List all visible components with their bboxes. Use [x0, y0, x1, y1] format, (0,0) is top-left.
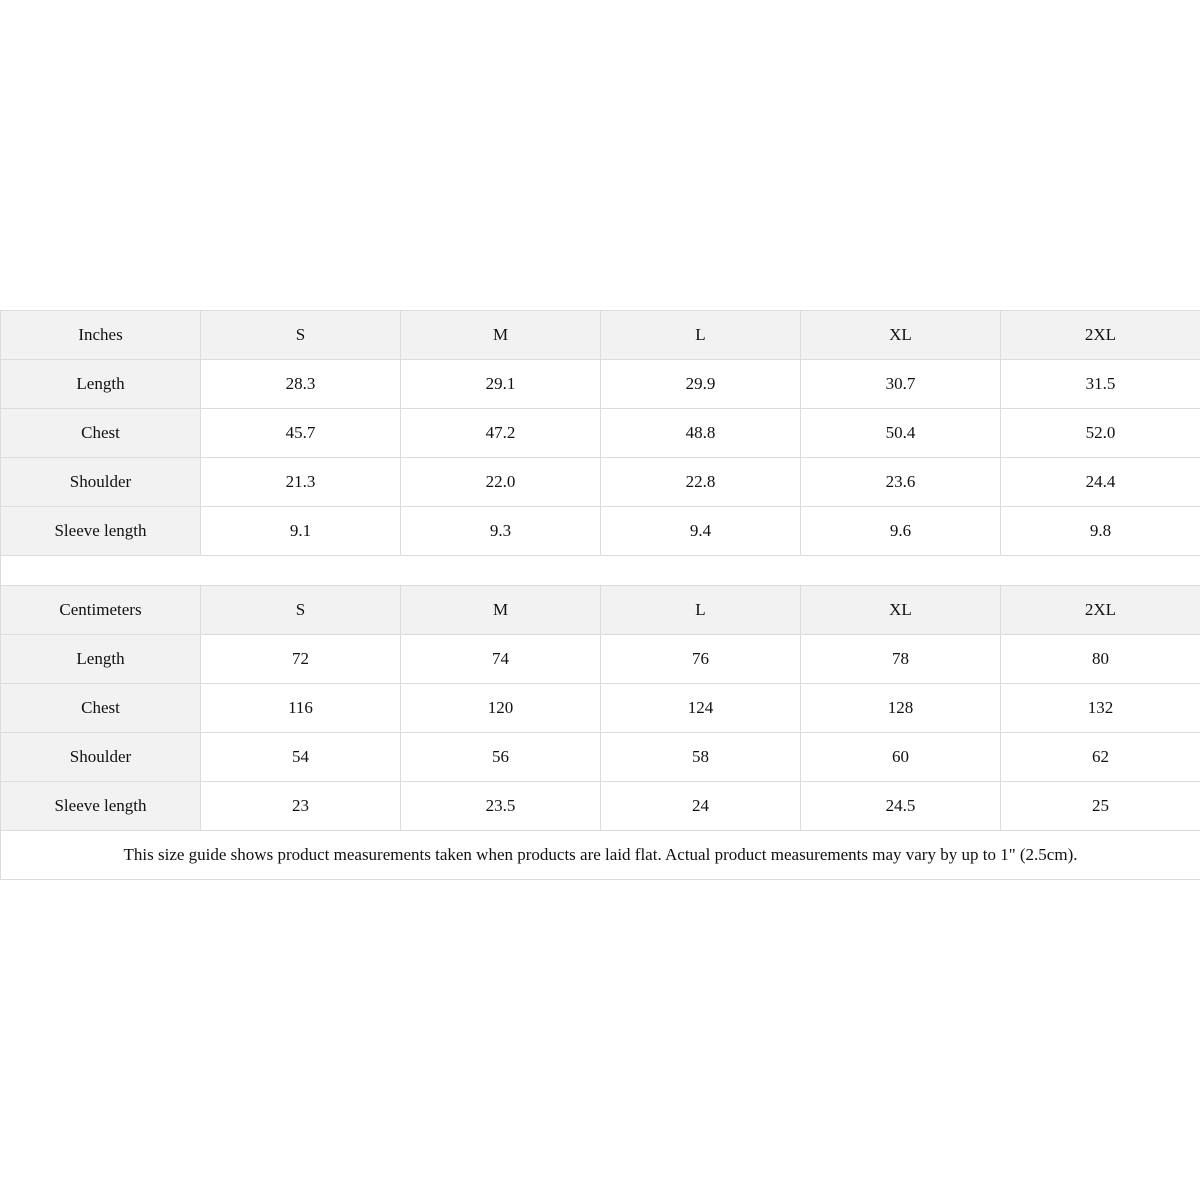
measurement-value: 116 [201, 684, 401, 733]
measurement-value: 9.6 [801, 507, 1001, 556]
measurement-label: Shoulder [1, 733, 201, 782]
size-header: M [401, 311, 601, 360]
measurement-note: This size guide shows product measurements taken when products are laid flat. Actual product measurements may vary by up to 1" (2.5cm). [1, 831, 1200, 880]
measurement-value: 24.4 [1001, 458, 1200, 507]
measurement-value: 9.8 [1001, 507, 1200, 556]
measurement-value: 21.3 [201, 458, 401, 507]
measurement-value: 54 [201, 733, 401, 782]
size-header: XL [801, 311, 1001, 360]
measurement-label: Shoulder [1, 458, 201, 507]
measurement-label: Length [1, 635, 201, 684]
table-row [1, 507, 1200, 556]
size-header: 2XL [1001, 586, 1200, 635]
measurement-value: 45.7 [201, 409, 401, 458]
measurement-value: 25 [1001, 782, 1200, 831]
measurement-label: Length [1, 360, 201, 409]
measurement-value: 58 [601, 733, 801, 782]
size-guide [0, 310, 1200, 880]
measurement-value: 24 [601, 782, 801, 831]
table-row [1, 360, 1200, 409]
measurement-value: 23.5 [401, 782, 601, 831]
table-row [1, 635, 1200, 684]
measurement-value: 128 [801, 684, 1001, 733]
centimeters-header-row [1, 586, 1200, 635]
measurement-value: 56 [401, 733, 601, 782]
measurement-value: 30.7 [801, 360, 1001, 409]
measurement-value: 28.3 [201, 360, 401, 409]
size-header: M [401, 586, 601, 635]
measurement-value: 22.0 [401, 458, 601, 507]
measurement-label: Sleeve length [1, 782, 201, 831]
measurement-value: 72 [201, 635, 401, 684]
section-spacer [1, 556, 1200, 586]
size-header: 2XL [1001, 311, 1200, 360]
measurement-value: 124 [601, 684, 801, 733]
measurement-label: Sleeve length [1, 507, 201, 556]
measurement-value: 52.0 [1001, 409, 1200, 458]
measurement-value: 132 [1001, 684, 1200, 733]
table-row [1, 458, 1200, 507]
measurement-value: 31.5 [1001, 360, 1200, 409]
measurement-value: 60 [801, 733, 1001, 782]
spacer-cell [1, 556, 1200, 586]
size-header: L [601, 586, 801, 635]
note-row [1, 831, 1200, 880]
table-row [1, 733, 1200, 782]
measurement-label: Chest [1, 684, 201, 733]
table-row [1, 409, 1200, 458]
measurement-value: 120 [401, 684, 601, 733]
measurement-value: 9.1 [201, 507, 401, 556]
measurement-label: Chest [1, 409, 201, 458]
table-row [1, 782, 1200, 831]
measurement-value: 76 [601, 635, 801, 684]
inches-header-row [1, 311, 1200, 360]
measurement-value: 23 [201, 782, 401, 831]
measurement-value: 29.9 [601, 360, 801, 409]
unit-label-centimeters: Centimeters [1, 586, 201, 635]
size-header: S [201, 586, 401, 635]
size-chart-table [0, 310, 1200, 880]
measurement-value: 47.2 [401, 409, 601, 458]
size-header: L [601, 311, 801, 360]
unit-label-inches: Inches [1, 311, 201, 360]
measurement-value: 24.5 [801, 782, 1001, 831]
size-header: XL [801, 586, 1001, 635]
measurement-value: 74 [401, 635, 601, 684]
measurement-value: 50.4 [801, 409, 1001, 458]
measurement-value: 9.3 [401, 507, 601, 556]
measurement-value: 9.4 [601, 507, 801, 556]
measurement-value: 48.8 [601, 409, 801, 458]
measurement-value: 62 [1001, 733, 1200, 782]
measurement-value: 78 [801, 635, 1001, 684]
measurement-value: 22.8 [601, 458, 801, 507]
table-row [1, 684, 1200, 733]
measurement-value: 23.6 [801, 458, 1001, 507]
size-header: S [201, 311, 401, 360]
measurement-value: 80 [1001, 635, 1200, 684]
measurement-value: 29.1 [401, 360, 601, 409]
